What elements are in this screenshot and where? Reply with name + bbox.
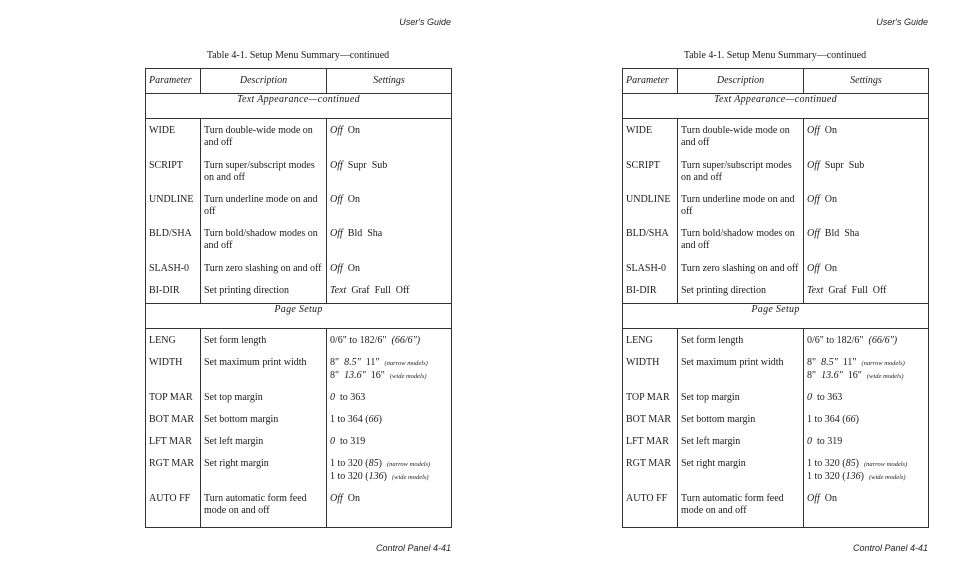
model-note: (wide models) bbox=[391, 474, 429, 482]
desc-cell: Turn underline mode on and off bbox=[201, 190, 327, 224]
page-header: User's Guide bbox=[876, 17, 928, 27]
desc-cell: Set left margin bbox=[678, 432, 804, 454]
setting-value: Bld bbox=[824, 228, 840, 240]
setting-range: to 319 bbox=[340, 436, 366, 448]
default-value: Text bbox=[330, 284, 347, 296]
page-footer: Control Panel 4-41 bbox=[375, 543, 451, 553]
right-page bbox=[477, 0, 954, 580]
setting-range: to 363 bbox=[817, 391, 843, 403]
param-cell: WIDE bbox=[146, 119, 201, 156]
param-cell: BOT MAR bbox=[146, 410, 201, 432]
default-value: Off bbox=[807, 159, 820, 171]
default-value: 8.5" bbox=[821, 357, 838, 369]
default-value: 0 bbox=[807, 436, 812, 448]
setting-value: Sha bbox=[367, 228, 383, 240]
param-cell: SLASH-0 bbox=[623, 259, 678, 281]
settings-line bbox=[807, 471, 925, 484]
default-value: Off bbox=[330, 262, 343, 274]
setting-range: 1 to 320 ( bbox=[807, 471, 846, 483]
table-row bbox=[623, 119, 929, 156]
default-value: 0 bbox=[330, 436, 335, 448]
setting-range-end: ) bbox=[855, 413, 859, 425]
section-row bbox=[623, 94, 929, 119]
default-value: Off bbox=[330, 194, 343, 206]
desc-cell: Set form length bbox=[678, 329, 804, 354]
settings-cell bbox=[804, 489, 929, 528]
settings-cell bbox=[804, 190, 929, 224]
col-header-description: Description bbox=[678, 69, 804, 94]
setting-value: Full bbox=[374, 284, 391, 296]
param-cell: LFT MAR bbox=[623, 432, 678, 454]
setting-value: 16" bbox=[847, 370, 862, 382]
setting-value: On bbox=[347, 194, 361, 206]
settings-cell bbox=[327, 329, 452, 354]
default-value: 8.5" bbox=[344, 357, 361, 369]
param-cell: BI-DIR bbox=[623, 281, 678, 304]
section-row bbox=[146, 94, 452, 119]
default-value: 13.6" bbox=[344, 370, 366, 382]
setting-value: Sub bbox=[848, 159, 865, 171]
param-cell: TOP MAR bbox=[146, 388, 201, 410]
settings-cell bbox=[327, 281, 452, 304]
default-value: 13.6" bbox=[821, 370, 843, 382]
desc-cell: Turn underline mode on and off bbox=[678, 190, 804, 224]
table-row bbox=[146, 454, 452, 488]
desc-cell: Turn automatic form feed mode on and off bbox=[678, 489, 804, 528]
section-title-page-setup: Page Setup bbox=[146, 304, 452, 329]
table-caption: Table 4-1. Setup Menu Summary—continued bbox=[683, 50, 867, 61]
model-note: (narrow models) bbox=[384, 360, 428, 368]
default-value: Text bbox=[807, 284, 824, 296]
desc-cell: Turn double-wide mode on and off bbox=[201, 119, 327, 156]
desc-cell: Set printing direction bbox=[678, 281, 804, 304]
table-row bbox=[623, 329, 929, 354]
desc-cell: Turn zero slashing on and off bbox=[678, 259, 804, 281]
table-row bbox=[623, 353, 929, 387]
param-cell: BLD/SHA bbox=[623, 224, 678, 258]
settings-cell bbox=[327, 224, 452, 258]
settings-cell bbox=[804, 410, 929, 432]
setting-value: On bbox=[824, 194, 838, 206]
settings-cell bbox=[804, 224, 929, 258]
setting-range: 1 to 364 ( bbox=[807, 413, 846, 425]
desc-cell: Set bottom margin bbox=[201, 410, 327, 432]
table-caption: Table 4-1. Setup Menu Summary—continued bbox=[206, 50, 390, 61]
settings-cell bbox=[327, 454, 452, 488]
default-value: Off bbox=[807, 492, 820, 504]
section-row bbox=[623, 304, 929, 329]
setting-value: On bbox=[347, 262, 361, 274]
default-value: Off bbox=[807, 262, 820, 274]
table-row bbox=[623, 388, 929, 410]
default-value: 136 bbox=[368, 471, 384, 483]
setting-value: On bbox=[824, 492, 838, 504]
setting-range-end: ) bbox=[378, 458, 382, 470]
param-cell: UNDLINE bbox=[623, 190, 678, 224]
setting-value: On bbox=[824, 262, 838, 274]
settings-cell bbox=[327, 259, 452, 281]
param-cell: WIDTH bbox=[623, 353, 678, 387]
setting-value: Full bbox=[851, 284, 868, 296]
desc-cell: Turn automatic form feed mode on and off bbox=[201, 489, 327, 528]
table-row bbox=[623, 224, 929, 258]
settings-line bbox=[807, 370, 925, 383]
settings-cell bbox=[804, 353, 929, 387]
table-row bbox=[146, 224, 452, 258]
default-value: Off bbox=[807, 194, 820, 206]
settings-cell bbox=[327, 119, 452, 156]
page-footer: Control Panel 4-41 bbox=[852, 543, 928, 553]
default-value: 136 bbox=[845, 471, 861, 483]
param-cell: BI-DIR bbox=[146, 281, 201, 304]
param-cell: WIDTH bbox=[146, 353, 201, 387]
setting-range-end: ) bbox=[378, 413, 382, 425]
table-row bbox=[623, 410, 929, 432]
settings-cell bbox=[804, 454, 929, 488]
desc-cell: Turn bold/shadow modes on and off bbox=[201, 224, 327, 258]
setting-value: Sha bbox=[844, 228, 860, 240]
settings-cell bbox=[804, 259, 929, 281]
page-header: User's Guide bbox=[399, 17, 451, 27]
table-row bbox=[146, 353, 452, 387]
col-header-settings: Settings bbox=[804, 69, 929, 94]
param-cell: LFT MAR bbox=[146, 432, 201, 454]
col-header-description: Description bbox=[201, 69, 327, 94]
default-value: Off bbox=[330, 492, 343, 504]
table-row bbox=[623, 489, 929, 528]
settings-line bbox=[330, 370, 448, 383]
table-row bbox=[623, 259, 929, 281]
settings-cell bbox=[804, 281, 929, 304]
table-row bbox=[146, 119, 452, 156]
param-cell: TOP MAR bbox=[623, 388, 678, 410]
table-row bbox=[146, 190, 452, 224]
table-row bbox=[623, 454, 929, 488]
setting-value: On bbox=[347, 125, 361, 137]
model-note: (narrow models) bbox=[863, 461, 908, 469]
param-cell: SLASH-0 bbox=[146, 259, 201, 281]
setting-value: 16" bbox=[370, 370, 385, 382]
table-row bbox=[623, 156, 929, 190]
desc-cell: Set right margin bbox=[678, 454, 804, 488]
setting-range: 1 to 320 ( bbox=[807, 458, 846, 470]
table-row bbox=[623, 281, 929, 304]
setting-value: Graf bbox=[351, 284, 370, 296]
table-row bbox=[146, 259, 452, 281]
param-cell: LENG bbox=[623, 329, 678, 354]
model-note: (wide models) bbox=[866, 373, 904, 381]
table-header-row bbox=[146, 69, 452, 94]
settings-cell bbox=[327, 388, 452, 410]
settings-line bbox=[330, 458, 448, 471]
setting-range: to 319 bbox=[817, 436, 843, 448]
settings-line bbox=[330, 357, 448, 370]
desc-cell: Set right margin bbox=[201, 454, 327, 488]
desc-cell: Set maximum print width bbox=[678, 353, 804, 387]
model-note: (narrow models) bbox=[861, 360, 905, 368]
param-cell: RGT MAR bbox=[146, 454, 201, 488]
setting-value: 11" bbox=[842, 357, 857, 369]
settings-cell bbox=[327, 353, 452, 387]
setting-value: Off bbox=[872, 284, 887, 296]
param-cell: BLD/SHA bbox=[146, 224, 201, 258]
desc-cell: Set maximum print width bbox=[201, 353, 327, 387]
table-row bbox=[146, 489, 452, 528]
setting-value: Supr bbox=[347, 159, 367, 171]
param-cell: RGT MAR bbox=[623, 454, 678, 488]
settings-cell bbox=[804, 329, 929, 354]
setting-value: Off bbox=[395, 284, 410, 296]
setting-value: Graf bbox=[828, 284, 847, 296]
setting-value: Sub bbox=[371, 159, 388, 171]
setting-value: On bbox=[347, 492, 361, 504]
model-note: (wide models) bbox=[389, 373, 427, 381]
param-cell: AUTO FF bbox=[623, 489, 678, 528]
default-value: Off bbox=[807, 125, 820, 137]
default-value: 0 bbox=[807, 391, 812, 403]
desc-cell: Turn double-wide mode on and off bbox=[678, 119, 804, 156]
setting-value: 8" bbox=[330, 370, 340, 382]
model-note: (narrow models) bbox=[386, 461, 431, 469]
param-cell: BOT MAR bbox=[623, 410, 678, 432]
setting-value: Bld bbox=[347, 228, 363, 240]
setting-value: 8" bbox=[330, 357, 340, 369]
setting-range: to 363 bbox=[340, 391, 366, 403]
table-row bbox=[146, 281, 452, 304]
table-row bbox=[623, 432, 929, 454]
table-header-row bbox=[623, 69, 929, 94]
desc-cell: Set top margin bbox=[201, 388, 327, 410]
param-cell: LENG bbox=[146, 329, 201, 354]
setting-range-end: ) bbox=[855, 458, 859, 470]
settings-line bbox=[330, 471, 448, 484]
param-cell: UNDLINE bbox=[146, 190, 201, 224]
default-value: (66/6") bbox=[868, 335, 898, 347]
table-row bbox=[146, 388, 452, 410]
desc-cell: Set bottom margin bbox=[678, 410, 804, 432]
setting-value: Supr bbox=[824, 159, 844, 171]
table-row bbox=[146, 156, 452, 190]
section-title-text-appearance: Text Appearance—continued bbox=[146, 94, 452, 119]
section-title-text-appearance: Text Appearance—continued bbox=[623, 94, 929, 119]
model-note: (wide models) bbox=[868, 474, 906, 482]
desc-cell: Set printing direction bbox=[201, 281, 327, 304]
desc-cell: Turn bold/shadow modes on and off bbox=[678, 224, 804, 258]
section-title-page-setup: Page Setup bbox=[623, 304, 929, 329]
default-value: 66 bbox=[845, 413, 856, 425]
param-cell: SCRIPT bbox=[623, 156, 678, 190]
settings-cell bbox=[804, 388, 929, 410]
default-value: Off bbox=[807, 228, 820, 240]
col-header-parameter: Parameter bbox=[623, 69, 678, 94]
default-value: (66/6") bbox=[391, 335, 421, 347]
desc-cell: Turn zero slashing on and off bbox=[201, 259, 327, 281]
desc-cell: Turn super/subscript modes on and off bbox=[201, 156, 327, 190]
default-value: 0 bbox=[330, 391, 335, 403]
setting-value: On bbox=[824, 125, 838, 137]
col-header-settings: Settings bbox=[327, 69, 452, 94]
default-value: 85 bbox=[368, 458, 379, 470]
default-value: 85 bbox=[845, 458, 856, 470]
settings-cell bbox=[804, 119, 929, 156]
setting-value: 8" bbox=[807, 357, 817, 369]
param-cell: WIDE bbox=[623, 119, 678, 156]
settings-cell bbox=[327, 489, 452, 528]
default-value: Off bbox=[330, 125, 343, 137]
settings-cell bbox=[804, 156, 929, 190]
setup-menu-table bbox=[622, 68, 929, 528]
desc-cell: Set form length bbox=[201, 329, 327, 354]
table-row bbox=[146, 432, 452, 454]
default-value: Off bbox=[330, 228, 343, 240]
desc-cell: Set left margin bbox=[201, 432, 327, 454]
default-value: 66 bbox=[368, 413, 379, 425]
settings-cell bbox=[327, 190, 452, 224]
desc-cell: Turn super/subscript modes on and off bbox=[678, 156, 804, 190]
settings-cell bbox=[327, 410, 452, 432]
settings-cell bbox=[804, 432, 929, 454]
settings-line bbox=[807, 357, 925, 370]
setting-range: 1 to 364 ( bbox=[330, 413, 369, 425]
setting-range: 0/6" to 182/6" bbox=[330, 335, 387, 347]
settings-cell bbox=[327, 156, 452, 190]
default-value: Off bbox=[330, 159, 343, 171]
setting-value: 11" bbox=[365, 357, 380, 369]
setting-range: 1 to 320 ( bbox=[330, 471, 369, 483]
section-row bbox=[146, 304, 452, 329]
setting-value: 8" bbox=[807, 370, 817, 382]
setting-range-end: ) bbox=[860, 471, 864, 483]
col-header-parameter: Parameter bbox=[146, 69, 201, 94]
setup-menu-table bbox=[145, 68, 452, 528]
desc-cell: Set top margin bbox=[678, 388, 804, 410]
settings-line bbox=[807, 458, 925, 471]
settings-cell bbox=[327, 432, 452, 454]
table-row bbox=[623, 190, 929, 224]
param-cell: SCRIPT bbox=[146, 156, 201, 190]
setting-range: 0/6" to 182/6" bbox=[807, 335, 864, 347]
param-cell: AUTO FF bbox=[146, 489, 201, 528]
table-row bbox=[146, 410, 452, 432]
setting-range: 1 to 320 ( bbox=[330, 458, 369, 470]
setting-range-end: ) bbox=[383, 471, 387, 483]
table-row bbox=[146, 329, 452, 354]
